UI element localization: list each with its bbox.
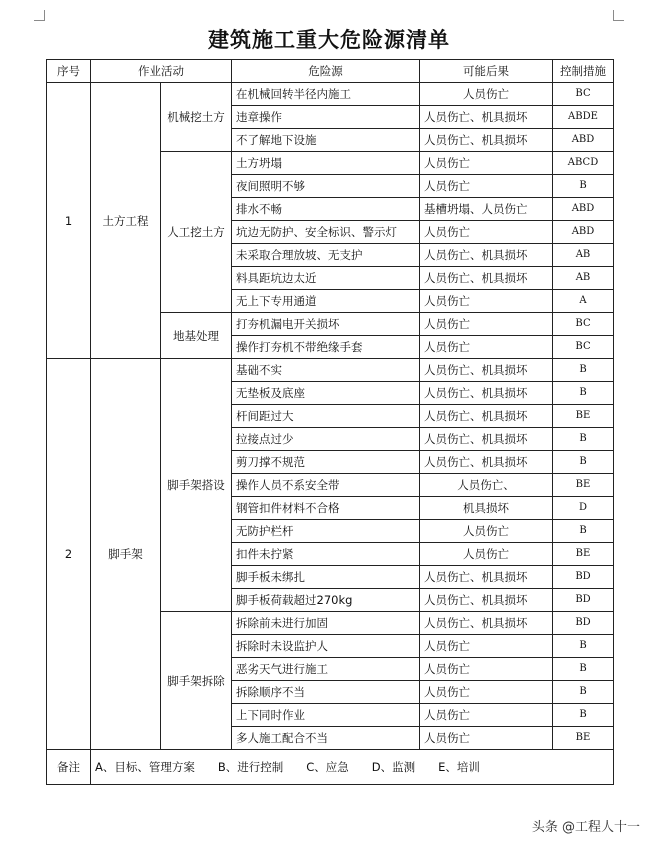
control-cell: BC (553, 336, 614, 359)
activity-cell: 地基处理 (161, 313, 232, 359)
consequence-cell: 人员伤亡、机具损坏 (420, 129, 553, 152)
hazard-cell: 脚手板未绑扎 (232, 566, 420, 589)
consequence-cell: 人员伤亡 (420, 83, 553, 106)
control-cell: B (553, 359, 614, 382)
consequence-cell: 人员伤亡 (420, 313, 553, 336)
header-control: 控制措施 (553, 60, 614, 83)
consequence-cell: 人员伤亡 (420, 704, 553, 727)
row-group-number: 2 (47, 359, 91, 750)
hazard-cell: 在机械回转半径内施工 (232, 83, 420, 106)
hazard-cell: 坑边无防护、安全标识、警示灯 (232, 221, 420, 244)
control-cell: ABD (553, 221, 614, 244)
consequence-cell: 人员伤亡 (420, 543, 553, 566)
table-row (47, 83, 614, 106)
hazard-cell: 无垫板及底座 (232, 382, 420, 405)
hazard-cell: 上下同时作业 (232, 704, 420, 727)
consequence-cell: 人员伤亡 (420, 520, 553, 543)
control-cell: ABCD (553, 152, 614, 175)
consequence-cell: 人员伤亡 (420, 290, 553, 313)
header-consequence: 可能后果 (420, 60, 553, 83)
control-cell: B (553, 382, 614, 405)
control-cell: BD (553, 566, 614, 589)
hazard-cell: 脚手板荷载超过270kg (232, 589, 420, 612)
page-title: 建筑施工重大危险源清单 (208, 27, 450, 52)
consequence-cell: 基槽坍塌、人员伤亡 (420, 198, 553, 221)
control-cell: B (553, 520, 614, 543)
control-cell: B (553, 451, 614, 474)
consequence-cell: 机具损坏 (420, 497, 553, 520)
table-body (47, 83, 614, 750)
control-cell: B (553, 681, 614, 704)
consequence-cell: 人员伤亡、机具损坏 (420, 106, 553, 129)
activity-cell: 脚手架搭设 (161, 359, 232, 612)
consequence-cell: 人员伤亡、 (420, 474, 553, 497)
control-cell: BE (553, 727, 614, 750)
notes-row (47, 750, 614, 785)
consequence-cell: 人员伤亡、机具损坏 (420, 589, 553, 612)
hazard-cell: 剪刀撑不规范 (232, 451, 420, 474)
consequence-cell: 人员伤亡、机具损坏 (420, 428, 553, 451)
hazard-cell: 打夯机漏电开关损坏 (232, 313, 420, 336)
control-cell: B (553, 635, 614, 658)
consequence-cell: 人员伤亡 (420, 152, 553, 175)
table-row (47, 359, 614, 382)
header-activity: 作业活动 (91, 60, 232, 83)
consequence-cell: 人员伤亡 (420, 221, 553, 244)
hazard-cell: 操作人员不系安全带 (232, 474, 420, 497)
hazard-cell: 多人施工配合不当 (232, 727, 420, 750)
hazard-cell: 钢管扣件材料不合格 (232, 497, 420, 520)
hazard-table (46, 59, 614, 785)
page-corner-mark-right (613, 10, 624, 21)
hazard-cell: 料具距坑边太近 (232, 267, 420, 290)
row-group-name: 土方工程 (91, 83, 161, 359)
control-cell: BE (553, 474, 614, 497)
consequence-cell: 人员伤亡 (420, 658, 553, 681)
control-cell: D (553, 497, 614, 520)
control-cell: BE (553, 543, 614, 566)
header-hazard: 危险源 (232, 60, 420, 83)
consequence-cell: 人员伤亡、机具损坏 (420, 382, 553, 405)
control-cell: BC (553, 83, 614, 106)
consequence-cell: 人员伤亡、机具损坏 (420, 359, 553, 382)
table-header-row (47, 60, 614, 83)
hazard-cell: 拆除时未设监护人 (232, 635, 420, 658)
consequence-cell: 人员伤亡、机具损坏 (420, 451, 553, 474)
consequence-cell: 人员伤亡、机具损坏 (420, 405, 553, 428)
consequence-cell: 人员伤亡、机具损坏 (420, 566, 553, 589)
hazard-cell: 杆间距过大 (232, 405, 420, 428)
control-cell: A (553, 290, 614, 313)
consequence-cell: 人员伤亡、机具损坏 (420, 244, 553, 267)
hazard-cell: 基础不实 (232, 359, 420, 382)
header-no: 序号 (47, 60, 91, 83)
notes-text: A、目标、管理方案 B、进行控制 C、应急 D、监测 E、培训 (91, 750, 614, 785)
hazard-cell: 操作打夯机不带绝缘手套 (232, 336, 420, 359)
control-cell: AB (553, 244, 614, 267)
notes-label: 备注 (47, 750, 91, 785)
hazard-cell: 扣件未拧紧 (232, 543, 420, 566)
consequence-cell: 人员伤亡 (420, 336, 553, 359)
activity-cell: 脚手架拆除 (161, 612, 232, 750)
hazard-cell: 拉接点过少 (232, 428, 420, 451)
consequence-cell: 人员伤亡 (420, 681, 553, 704)
consequence-cell: 人员伤亡、机具损坏 (420, 612, 553, 635)
hazard-cell: 无上下专用通道 (232, 290, 420, 313)
row-group-name: 脚手架 (91, 359, 161, 750)
hazard-cell: 不了解地下设施 (232, 129, 420, 152)
control-cell: B (553, 428, 614, 451)
control-cell: BD (553, 589, 614, 612)
control-cell: BC (553, 313, 614, 336)
hazard-cell: 排水不畅 (232, 198, 420, 221)
hazard-cell: 无防护栏杆 (232, 520, 420, 543)
activity-cell: 人工挖土方 (161, 152, 232, 313)
control-cell: B (553, 658, 614, 681)
activity-cell: 机械挖土方 (161, 83, 232, 152)
consequence-cell: 人员伤亡 (420, 635, 553, 658)
control-cell: B (553, 175, 614, 198)
consequence-cell: 人员伤亡 (420, 175, 553, 198)
consequence-cell: 人员伤亡 (420, 727, 553, 750)
control-cell: ABD (553, 129, 614, 152)
control-cell: AB (553, 267, 614, 290)
hazard-cell: 未采取合理放坡、无支护 (232, 244, 420, 267)
control-cell: BD (553, 612, 614, 635)
hazard-cell: 土方坍塌 (232, 152, 420, 175)
row-group-number: 1 (47, 83, 91, 359)
hazard-cell: 夜间照明不够 (232, 175, 420, 198)
consequence-cell: 人员伤亡、机具损坏 (420, 267, 553, 290)
control-cell: B (553, 704, 614, 727)
page-corner-mark-left (34, 10, 45, 21)
hazard-cell: 拆除顺序不当 (232, 681, 420, 704)
hazard-cell: 拆除前未进行加固 (232, 612, 420, 635)
control-cell: BE (553, 405, 614, 428)
hazard-cell: 违章操作 (232, 106, 420, 129)
source-watermark: 头条 @工程人十一 (531, 820, 640, 835)
hazard-cell: 恶劣天气进行施工 (232, 658, 420, 681)
control-cell: ABDE (553, 106, 614, 129)
control-cell: ABD (553, 198, 614, 221)
